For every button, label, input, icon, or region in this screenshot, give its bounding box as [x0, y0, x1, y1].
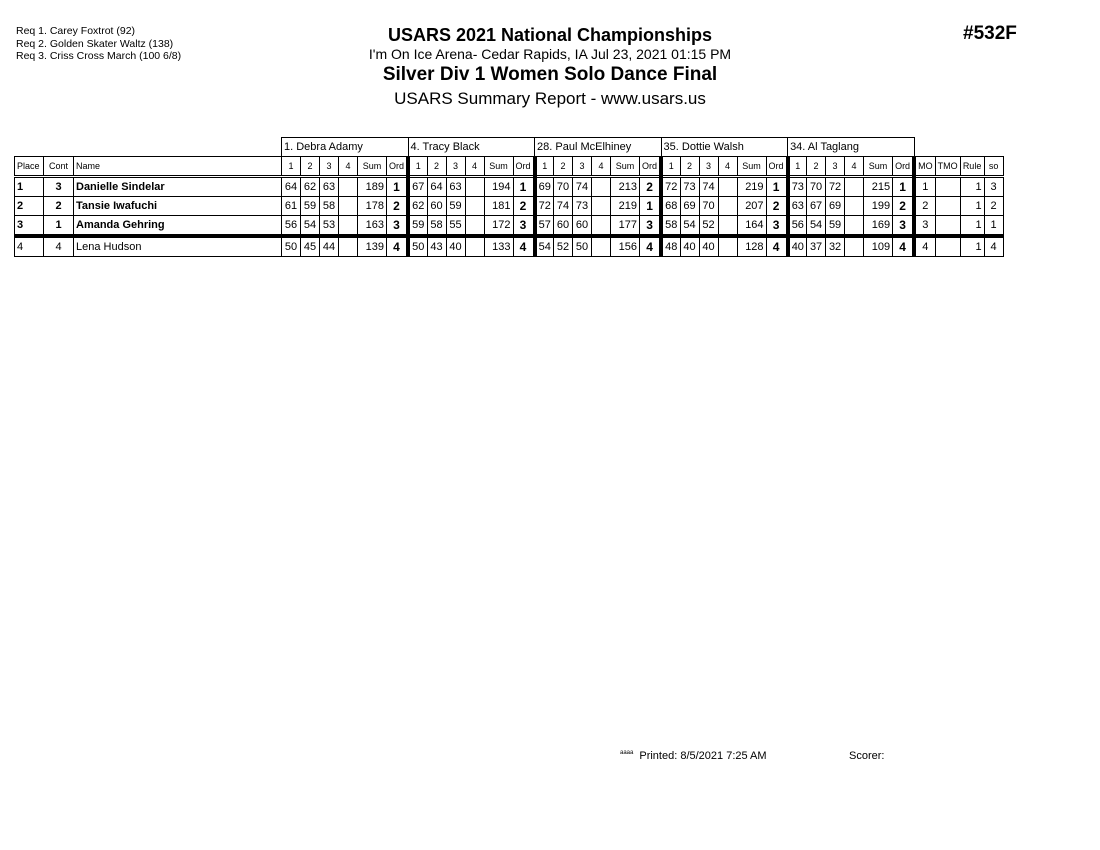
so-cell: 2	[984, 197, 1003, 216]
score-cell: 73	[680, 177, 699, 197]
score-cell: 55	[446, 216, 465, 237]
ordinal-cell: 4	[766, 236, 788, 257]
event-number: #532F	[963, 23, 1017, 44]
col-s3: 3	[320, 157, 339, 177]
sum-cell: 139	[358, 236, 387, 257]
score-cell: 52	[699, 216, 718, 237]
requirement-item: Req 2. Golden Skater Waltz (138)	[16, 37, 174, 50]
col-name: Name	[74, 157, 282, 177]
score-cell: 59	[826, 216, 845, 237]
ordinal-cell: 3	[640, 216, 662, 237]
sum-cell: 163	[358, 216, 387, 237]
name-cell: Lena Hudson	[74, 236, 282, 257]
score-cell: 58	[427, 216, 446, 237]
ordinal-cell: 1	[766, 177, 788, 197]
cont-cell: 1	[44, 216, 74, 237]
ordinal-cell: 2	[766, 197, 788, 216]
score-cell: 54	[680, 216, 699, 237]
ordinal-cell: 4	[513, 236, 535, 257]
judge-header: 34. Al Taglang	[788, 138, 915, 157]
score-cell: 74	[699, 177, 718, 197]
score-cell: 50	[573, 236, 592, 257]
score-cell	[718, 216, 737, 237]
sum-cell: 178	[358, 197, 387, 216]
cont-cell: 4	[44, 236, 74, 257]
score-cell	[339, 236, 358, 257]
sum-cell: 109	[864, 236, 893, 257]
score-cell	[339, 197, 358, 216]
score-cell: 70	[554, 177, 573, 197]
venue-date: I'm On Ice Arena- Cedar Rapids, IA Jul 23, 2021 01:15 PM	[368, 46, 732, 62]
col-s3: 3	[826, 157, 845, 177]
col-s3: 3	[446, 157, 465, 177]
score-cell: 56	[282, 216, 301, 237]
col-s1: 1	[661, 157, 680, 177]
score-cell	[592, 216, 611, 237]
col-ord: Ord	[640, 157, 662, 177]
tmo-cell	[935, 216, 960, 237]
name-cell: Tansie Iwafuchi	[74, 197, 282, 216]
cont-cell: 2	[44, 197, 74, 216]
score-cell: 69	[535, 177, 554, 197]
ordinal-cell: 1	[893, 177, 915, 197]
tmo-cell	[935, 177, 960, 197]
score-cell: 54	[807, 216, 826, 237]
col-sum: Sum	[611, 157, 640, 177]
col-rule: Rule	[960, 157, 984, 177]
ordinal-cell: 4	[387, 236, 409, 257]
col-s3: 3	[699, 157, 718, 177]
ordinal-cell: 3	[766, 216, 788, 237]
mo-cell: 3	[914, 216, 935, 237]
score-cell: 60	[554, 216, 573, 237]
place-cell: 3	[15, 216, 44, 237]
place-cell: 2	[15, 197, 44, 216]
score-cell: 54	[301, 216, 320, 237]
score-cell: 73	[788, 177, 807, 197]
ordinal-cell: 1	[387, 177, 409, 197]
score-cell	[718, 197, 737, 216]
cont-cell: 3	[44, 177, 74, 197]
col-s2: 2	[680, 157, 699, 177]
sum-cell: 189	[358, 177, 387, 197]
report-header	[300, 24, 800, 111]
col-sum: Sum	[737, 157, 766, 177]
score-cell: 50	[282, 236, 301, 257]
score-cell: 72	[661, 177, 680, 197]
col-cont: Cont	[44, 157, 74, 177]
score-cell	[465, 236, 484, 257]
score-cell: 57	[535, 216, 554, 237]
score-cell	[465, 177, 484, 197]
mo-cell: 4	[914, 236, 935, 257]
name-cell: Amanda Gehring	[74, 216, 282, 237]
score-cell: 62	[408, 197, 427, 216]
score-cell	[845, 216, 864, 237]
col-s2: 2	[807, 157, 826, 177]
judges-row	[15, 138, 1004, 157]
table-row	[15, 197, 1004, 216]
event-title: Silver Div 1 Women Solo Dance Final	[382, 64, 718, 85]
col-s4: 4	[592, 157, 611, 177]
score-cell: 61	[282, 197, 301, 216]
score-cell	[592, 236, 611, 257]
judge-header: 35. Dottie Walsh	[661, 138, 788, 157]
ordinal-cell: 1	[640, 197, 662, 216]
table-row	[15, 216, 1004, 237]
sum-cell: 199	[864, 197, 893, 216]
sum-cell: 172	[484, 216, 513, 237]
tmo-cell	[935, 236, 960, 257]
col-s2: 2	[301, 157, 320, 177]
report-subtitle: USARS Summary Report - www.usars.us	[394, 89, 706, 108]
score-cell: 67	[408, 177, 427, 197]
score-cell: 37	[807, 236, 826, 257]
requirement-item: Req 1. Carey Foxtrot (92)	[16, 25, 136, 37]
col-s4: 4	[845, 157, 864, 177]
score-cell	[465, 216, 484, 237]
score-cell: 60	[573, 216, 592, 237]
judge-header: 28. Paul McElhiney	[535, 138, 662, 157]
score-cell	[465, 197, 484, 216]
judge-header: 4. Tracy Black	[408, 138, 535, 157]
requirements-list	[16, 25, 181, 63]
place-cell: 4	[15, 236, 44, 257]
score-cell: 48	[661, 236, 680, 257]
score-cell: 63	[788, 197, 807, 216]
col-s1: 1	[408, 157, 427, 177]
mo-cell: 2	[914, 197, 935, 216]
score-cell: 60	[427, 197, 446, 216]
col-s1: 1	[282, 157, 301, 177]
score-cell	[339, 177, 358, 197]
score-cell	[845, 197, 864, 216]
col-ord: Ord	[766, 157, 788, 177]
so-cell: 3	[984, 177, 1003, 197]
score-cell: 58	[661, 216, 680, 237]
col-s4: 4	[465, 157, 484, 177]
rule-cell: 1	[960, 216, 984, 237]
scorer-label: Scorer:	[849, 750, 885, 762]
column-header-row	[15, 157, 1004, 177]
table-row	[15, 236, 1004, 257]
sum-cell: 215	[864, 177, 893, 197]
score-cell: 54	[535, 236, 554, 257]
col-s3: 3	[573, 157, 592, 177]
col-ord: Ord	[387, 157, 409, 177]
score-cell	[592, 197, 611, 216]
sum-cell: 169	[864, 216, 893, 237]
mo-cell: 1	[914, 177, 935, 197]
col-mo: MO	[914, 157, 935, 177]
ordinal-cell: 3	[387, 216, 409, 237]
sum-cell: 164	[737, 216, 766, 237]
score-cell: 50	[408, 236, 427, 257]
sum-cell: 128	[737, 236, 766, 257]
sum-cell: 219	[611, 197, 640, 216]
score-cell: 40	[446, 236, 465, 257]
score-cell: 73	[573, 197, 592, 216]
score-cell: 58	[320, 197, 339, 216]
score-cell	[718, 177, 737, 197]
col-s4: 4	[718, 157, 737, 177]
rule-cell: 1	[960, 236, 984, 257]
score-cell: 68	[661, 197, 680, 216]
judge-header: 1. Debra Adamy	[282, 138, 409, 157]
score-cell: 40	[788, 236, 807, 257]
score-cell: 69	[826, 197, 845, 216]
place-cell: 1	[15, 177, 44, 197]
rule-cell: 1	[960, 177, 984, 197]
score-cell: 32	[826, 236, 845, 257]
score-cell: 45	[301, 236, 320, 257]
ordinal-cell: 2	[640, 177, 662, 197]
rule-cell: 1	[960, 197, 984, 216]
ordinal-cell: 2	[893, 197, 915, 216]
ordinal-cell: 4	[893, 236, 915, 257]
col-tmo: TMO	[935, 157, 960, 177]
col-place: Place	[15, 157, 44, 177]
score-cell	[592, 177, 611, 197]
sum-cell: 181	[484, 197, 513, 216]
results-table	[14, 137, 1004, 257]
sum-cell: 213	[611, 177, 640, 197]
score-cell: 56	[788, 216, 807, 237]
score-cell: 69	[680, 197, 699, 216]
col-s2: 2	[427, 157, 446, 177]
printed-timestamp: Printed: 8/5/2021 7:25 AM	[639, 750, 767, 762]
col-s1: 1	[535, 157, 554, 177]
col-sum: Sum	[864, 157, 893, 177]
ordinal-cell: 3	[893, 216, 915, 237]
ordinal-cell: 1	[513, 177, 535, 197]
score-cell: 64	[282, 177, 301, 197]
score-cell: 70	[807, 177, 826, 197]
score-cell: 59	[301, 197, 320, 216]
score-cell: 44	[320, 236, 339, 257]
name-cell: Danielle Sindelar	[74, 177, 282, 197]
ordinal-cell: 4	[640, 236, 662, 257]
so-cell: 4	[984, 236, 1003, 257]
ordinal-cell: 2	[513, 197, 535, 216]
col-so: so	[984, 157, 1003, 177]
score-cell: 53	[320, 216, 339, 237]
score-cell: 72	[535, 197, 554, 216]
col-s4: 4	[339, 157, 358, 177]
score-cell	[718, 236, 737, 257]
score-cell: 72	[826, 177, 845, 197]
requirement-item: Req 3. Criss Cross March (100 6/8)	[16, 50, 182, 62]
score-cell: 59	[446, 197, 465, 216]
sum-cell: 207	[737, 197, 766, 216]
score-cell: 74	[573, 177, 592, 197]
col-s1: 1	[788, 157, 807, 177]
score-cell: 74	[554, 197, 573, 216]
score-cell: 43	[427, 236, 446, 257]
ordinal-cell: 3	[513, 216, 535, 237]
col-ord: Ord	[893, 157, 915, 177]
sum-cell: 156	[611, 236, 640, 257]
col-sum: Sum	[484, 157, 513, 177]
score-cell: 59	[408, 216, 427, 237]
sum-cell: 133	[484, 236, 513, 257]
score-cell: 62	[301, 177, 320, 197]
tmo-cell	[935, 197, 960, 216]
sum-cell: 177	[611, 216, 640, 237]
col-ord: Ord	[513, 157, 535, 177]
score-cell: 52	[554, 236, 573, 257]
footer-mark: aaaa	[620, 750, 634, 756]
score-cell: 67	[807, 197, 826, 216]
sum-cell: 194	[484, 177, 513, 197]
sum-cell: 219	[737, 177, 766, 197]
printed-info	[620, 750, 767, 762]
col-s2: 2	[554, 157, 573, 177]
score-cell: 64	[427, 177, 446, 197]
col-sum: Sum	[358, 157, 387, 177]
ordinal-cell: 2	[387, 197, 409, 216]
score-cell	[845, 236, 864, 257]
score-cell: 40	[699, 236, 718, 257]
score-cell: 70	[699, 197, 718, 216]
score-cell	[845, 177, 864, 197]
score-cell: 63	[446, 177, 465, 197]
championship-title: USARS 2021 National Championships	[387, 25, 713, 45]
score-cell	[339, 216, 358, 237]
score-cell: 63	[320, 177, 339, 197]
score-cell: 40	[680, 236, 699, 257]
table-row	[15, 177, 1004, 197]
so-cell: 1	[984, 216, 1003, 237]
